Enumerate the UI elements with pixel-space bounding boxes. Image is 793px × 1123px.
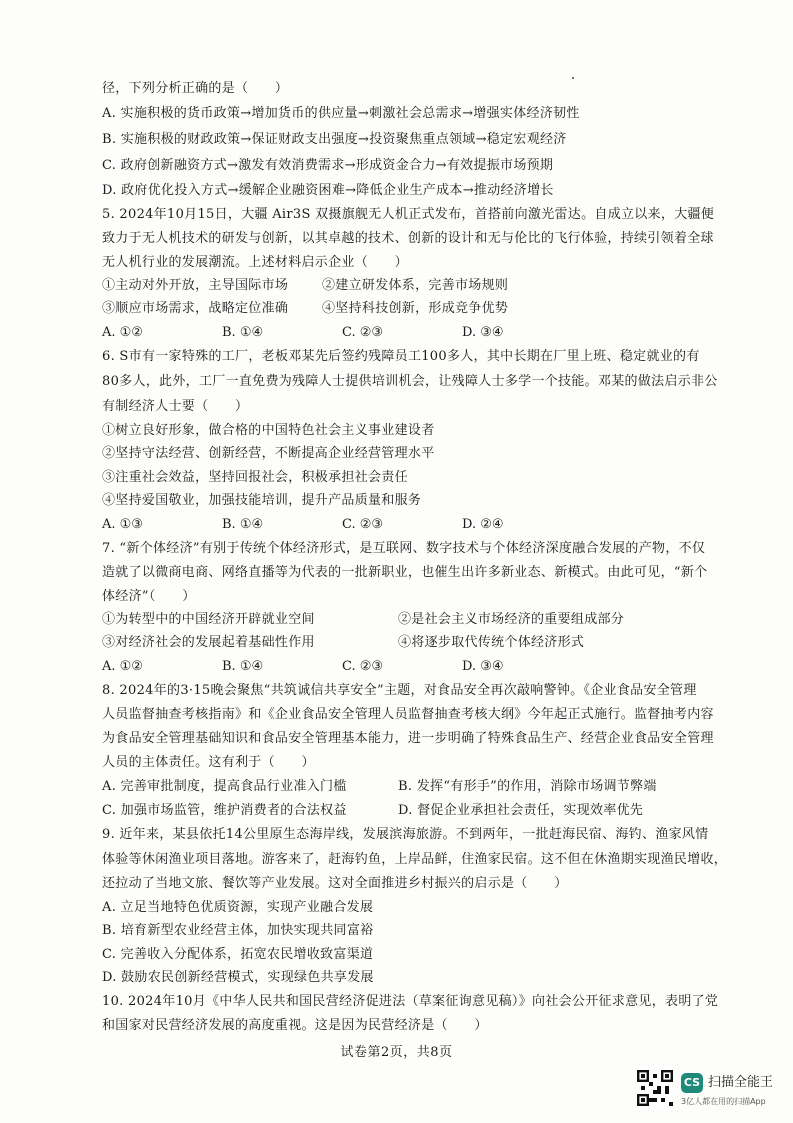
q8-option-b: B. 发挥“有形手”的作用，消除市场调节弊端 (398, 779, 657, 794)
qr-code-icon (637, 1070, 673, 1106)
q8-stem-line-1: 8. 2024年的3·15晚会聚焦“共筑诚信共享安全”主题，对食品安全再次敲响警钟。《企业食品安全管理 (102, 683, 697, 698)
q7-statement-1: ①为转型中的中国经济开辟就业空间 (102, 612, 315, 627)
q5-statement-3: ③顺应市场需求，战略定位准确 (102, 301, 289, 316)
page-footer: 试卷第2页，共8页 (340, 1045, 453, 1060)
q6-statement-2: ②坚持守法经营、创新经营，不断提高企业经营管理水平 (102, 446, 435, 461)
q5-choice-b: B. ①④ (222, 325, 264, 340)
q7-statement-2: ②是社会主义市场经济的重要组成部分 (398, 612, 625, 627)
q8-stem-line-4: 人员的主体责任。这有利于（ ） (102, 755, 315, 770)
q6-stem-line-1: 6. S市有一家特殊的工厂，老板邓某先后签约残障员工100多人，其中长期在厂里上班、稳定就业的有 (102, 349, 700, 364)
q5-statement-4: ④坚持科技创新，形成竞争优势 (322, 301, 509, 316)
q5-choice-d: D. ③④ (462, 325, 504, 340)
q6-stem-line-3: 有制经济人士要（ ） (102, 399, 249, 414)
q4-option-b: B. 实施积极的财政政策→保证财政支出强度→投资聚焦重点领域→稳定宏观经济 (102, 132, 567, 147)
q7-choice-a: A. ①② (102, 659, 143, 674)
q5-stem-line-2: 致力于无人机技术的研发与创新，以其卓越的技术、创新的设计和无与伦比的飞行体验，持续引领着全球 (102, 231, 714, 246)
q8-stem-line-2: 人员监督抽查考核指南》和《企业食品安全管理人员监督抽查考核大纲》今年起正式施行。监督抽考内容 (102, 707, 714, 722)
q7-stem-line-2: 造就了以微商电商、网络直播等为代表的一批新职业，也催生出许多新业态、新模式。由此可见，“新个 (102, 565, 708, 580)
q4-option-d: D. 政府优化投入方式→缓解企业融资困难→降低企业生产成本→推动经济增长 (102, 183, 554, 198)
camscanner-tagline: 3亿人都在用的扫描App (681, 1097, 766, 1106)
q9-option-b: B. 培育新型农业经营主体，加快实现共同富裕 (102, 923, 374, 938)
q7-statement-4: ④将逐步取代传统个体经济形式 (398, 635, 585, 650)
q6-stem-line-2: 80多人，此外，工厂一直免费为残障人士提供培训机会，让残障人士多学一个技能。邓某的做法启示非公 (102, 374, 718, 389)
speck (572, 77, 574, 79)
q9-stem-line-1: 9. 近年来，某县依托14公里原生态海岸线，发展滨海旅游。不到两年，一批赶海民宿、海钓、渔家风情 (102, 827, 709, 842)
q7-stem-line-1: 7. “新个体经济”有别于传统个体经济形式，是互联网、数字技术与个体经济深度融合发展的产物，不仅 (102, 541, 706, 556)
q6-choice-a: A. ①③ (102, 517, 143, 532)
q4-option-c: C. 政府创新融资方式→激发有效消费需求→形成资金合力→有效提振市场预期 (102, 158, 554, 173)
q5-stem-line-3: 无人机行业的发展潮流。上述材料启示企业（ ） (102, 255, 408, 270)
q4-stem-tail: 径，下列分析正确的是（ ） (102, 81, 289, 96)
q6-choice-d: D. ②④ (462, 517, 504, 532)
q7-statement-3: ③对经济社会的发展起着基础性作用 (102, 635, 315, 650)
camscanner-logo: CS (681, 1073, 703, 1093)
q5-statement-1: ①主动对外开放，主导国际市场 (102, 278, 289, 293)
q6-statement-3: ③注重社会效益，坚持回报社会，积极承担社会责任 (102, 470, 408, 485)
q5-choice-c: C. ②③ (342, 325, 384, 340)
q5-stem-line-1: 5. 2024年10月15日，大疆 Air3S 双摄旗舰无人机正式发布，首搭前向激光雷达。自成立以来，大疆便 (102, 207, 715, 222)
q9-option-a: A. 立足当地特色优质资源，实现产业融合发展 (102, 900, 374, 915)
camscanner-name: 扫描全能王 (708, 1075, 774, 1090)
q7-choice-c: C. ②③ (342, 659, 384, 674)
q6-choice-b: B. ①④ (222, 517, 264, 532)
q10-stem-line-2: 和国家对民营经济发展的高度重视。这是因为民营经济是（ ） (102, 1018, 488, 1033)
q10-stem-line-1: 10. 2024年10月《中华人民共和国民营经济促进法（草案征询意见稿）》向社会公开征求意见，表明了党 (102, 994, 719, 1009)
q5-choice-a: A. ①② (102, 325, 143, 340)
q8-stem-line-3: 为食品安全管理基础知识和食品安全管理基本能力，进一步明确了特殊食品生产、经营企业食品安全管理 (102, 731, 714, 746)
q9-stem-line-2: 体验等休闲渔业项目落地。游客来了，赶海钓鱼，上岸品鲜，住渔家民宿。这不但在休渔期实现渔民增收， (102, 852, 728, 867)
q8-option-a: A. 完善审批制度，提高食品行业准入门槛 (102, 779, 347, 794)
q6-statement-4: ④坚持爱国敬业，加强技能培训，提升产品质量和服务 (102, 493, 422, 508)
q7-stem-line-3: 体经济”（ ） (102, 589, 196, 604)
q6-statement-1: ①树立良好形象，做合格的中国特色社会主义事业建设者 (102, 423, 435, 438)
q8-option-c: C. 加强市场监管，维护消费者的合法权益 (102, 803, 347, 818)
q9-option-c: C. 完善收入分配体系，拓宽农民增收致富渠道 (102, 947, 374, 962)
q8-option-d: D. 督促企业承担社会责任，实现效率优先 (398, 803, 644, 818)
q4-option-a: A. 实施积极的货币政策→增加货币的供应量→刺激社会总需求→增强实体经济韧性 (102, 106, 580, 121)
q5-statement-2: ②建立研发体系，完善市场规则 (322, 278, 509, 293)
q6-choice-c: C. ②③ (342, 517, 384, 532)
q7-choice-b: B. ①④ (222, 659, 264, 674)
q9-option-d: D. 鼓励农民创新经营模式，实现绿色共享发展 (102, 970, 374, 985)
q7-choice-d: D. ③④ (462, 659, 504, 674)
q9-stem-line-3: 还拉动了当地文旅、餐饮等产业发展。这对全面推进乡村振兴的启示是（ ） (102, 876, 568, 891)
